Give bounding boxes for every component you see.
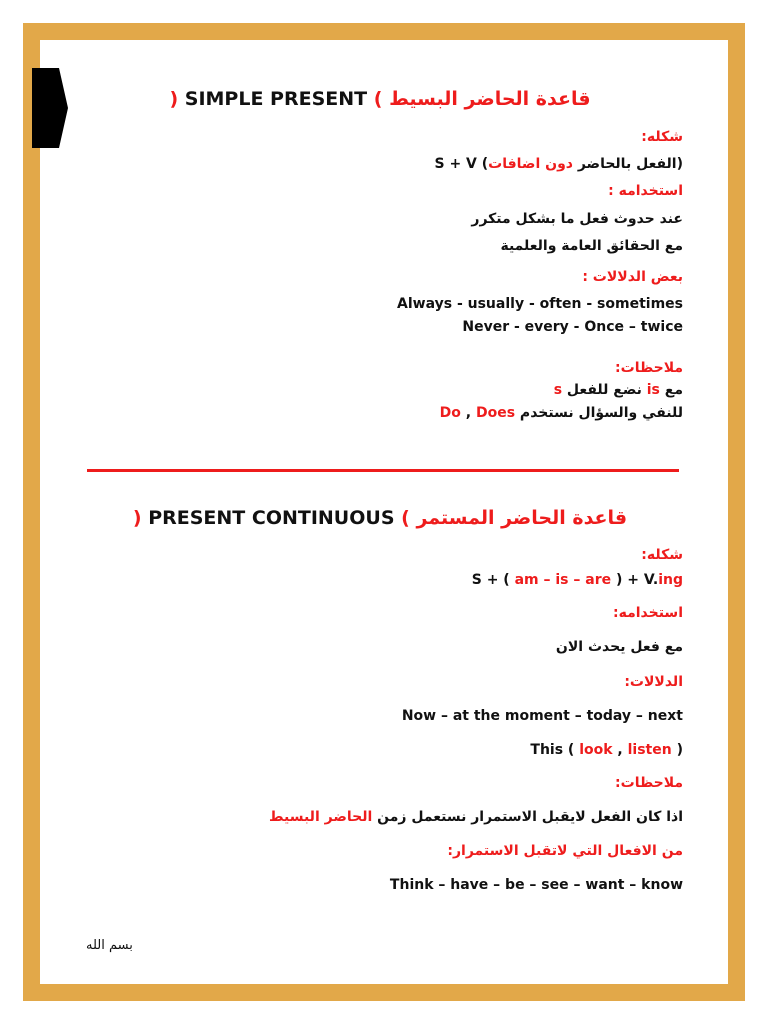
section2-signals-2: This ( look , listen ) (530, 742, 683, 758)
section1-signals-1: Always - usually - often - sometimes (397, 296, 683, 312)
section2-form-label: شكله: (641, 547, 683, 563)
section1-form-label: شكله: (641, 129, 683, 145)
section1-note-2: للنفي والسؤال نستخدم Does , Do (439, 405, 683, 421)
section1-notes-label: ملاحظات: (615, 360, 683, 376)
section1-form: (الفعل بالحاضر دون اضافات) S + V (434, 156, 683, 172)
section2-signals-label: الدلالات: (624, 674, 683, 690)
footer-text: بسم الله (86, 938, 133, 953)
section-divider (87, 469, 679, 472)
section1-usage-2: مع الحقائق العامة والعلمية (500, 238, 683, 254)
section1-note-1: مع is نضع للفعل s (553, 382, 683, 398)
section2-verbs-label: من الافعال التي لاتقبل الاستمرار: (447, 843, 683, 859)
section2-notes-label: ملاحظات: (615, 775, 683, 791)
section2-usage-label: استخدامه: (612, 605, 683, 621)
section1-title: قاعدة الحاضر البسيط ) SIMPLE PRESENT ( (169, 88, 591, 110)
section1-signals-2: Never - every - Once – twice (462, 319, 683, 335)
section2-form: S + ( am – is – are ) + V.ing (471, 572, 683, 588)
section2-usage-1: مع فعل يحدث الان (555, 639, 683, 655)
section1-usage-label: استخدامه : (608, 183, 683, 199)
section2-verbs: Think – have – be – see – want – know (389, 877, 683, 893)
section2-title: قاعدة الحاضر المستمر ) PRESENT CONTINUOUS ( (132, 507, 628, 529)
section2-signals-1: Now – at the moment – today – next (401, 708, 683, 724)
section2-note-1: اذا كان الفعل لايقبل الاستمرار نستعمل زمن الحاضر البسيط (269, 809, 683, 825)
section1-usage-1: عند حدوث فعل ما بشكل متكرر (471, 211, 683, 227)
section1-signals-label: بعض الدلالات : (582, 269, 683, 285)
